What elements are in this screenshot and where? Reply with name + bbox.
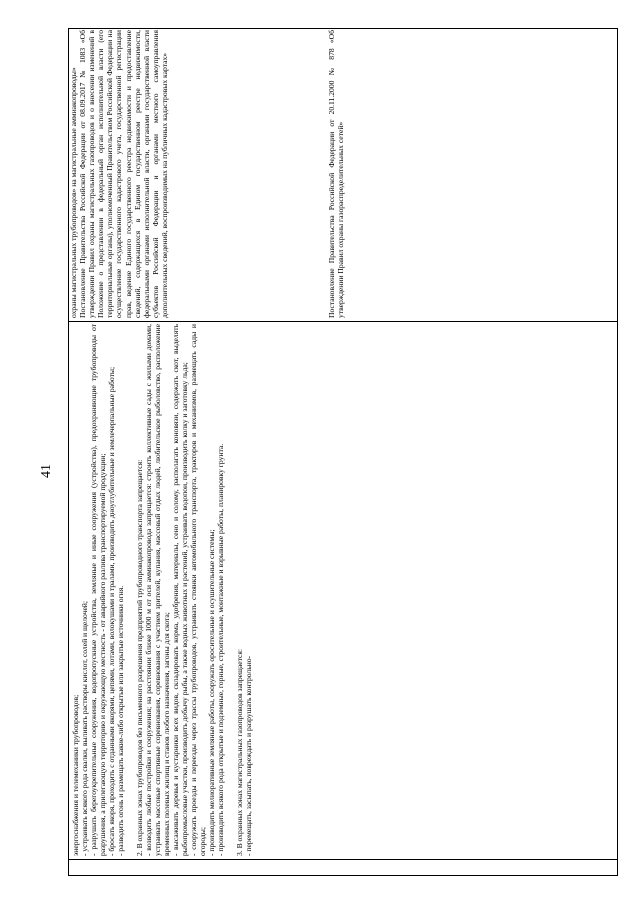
restrictions-paragraphs [71,321,253,859]
regulation-table [68,28,618,876]
paragraph: - производить всякого рода открытые и подземные, горные, строительные, монтажные и взрывные работы, планировку грунта. [216,443,226,856]
paragraph: 3. В охранных зонах магистральных газопроводов запрещается: [234,649,244,856]
paragraph: Постановление Правительства Российской Федерации от 20.11.2000 № 878 «Об утверждении Правил охраны газораспределительных сетей» [327,30,346,318]
table-column-legal-basis [69,27,617,321]
page-number: 41 [39,464,54,478]
restrictions-text [71,321,321,859]
table-column-index [69,859,617,875]
table-column-restrictions [69,321,617,859]
legal-basis-paragraphs-bottom [327,27,345,321]
paragraph: - бросать якоря, проходить с отданными якорями, цепями, лотами, волокушами и тралами, производить дноуглубительные и землечерпальные работы; [107,366,117,856]
rotated-table [68,28,618,876]
paragraph: - высаживать деревья и кустарники всех видов, складировать корма, удобрения, материалы, сено и солому, располагать коновязи, содержать скот, выделять рыбопромысловые участки, производить добычу рыбы, а также водных животных и растений, устраивать водопои, производить колку и заготовку льда; [170,324,190,856]
paragraph: - производить мелиоративные земляные работы, сооружать оросительные и осушительные системы; [207,529,217,856]
paragraph: - разводить огонь и размещать какие-либо открытые или закрытые источники огня. [116,585,126,856]
paragraph: охраны магистральных трубопроводов» на магистральные аммиакопроводы» [69,67,78,318]
paragraph: - устраивать всякого рода свалки, выливать растворы кислот, солей и щелочей; [80,601,90,856]
paragraph: - разрушать берегоукрепительные сооружения, водопропускные устройства, земляные и иные сооружения (устройства), предохраняющие трубопроводы от разрушения, а прилегающую территорию и окружающую местность - от аварийного разлива транспортируемой продукции; [89,324,108,856]
legal-basis-paragraphs [69,27,169,321]
legal-basis-top [69,27,307,321]
paragraph: Постановление Правительства Российской Федерации от 08.09.2017 № 1083 «Об утверждении Правил охраны магистральных газопроводов и о внесении изменений в Положение о представлении в федеральный орган исполнительной власти (его территориальные органы), уполномоченный Правительством Российской Федерации на осуществление государственного кадастрового учета, государственной регистрации прав, ведение Единого государственного реестра недвижимости и предоставление сведений, содержащихся в Едином государственном реестре недвижимости, федеральными органами исполнительной власти, органами государственной власти субъектов Российской Федерации и органами местного самоуправления дополнительных сведений, воспроизводимых на публичных кадастровых картах» [78,30,169,318]
paragraph: 2. В охранных зонах трубопроводов без письменного разрешения предприятий трубопроводного транспорта запрещается: [134,459,144,856]
paragraph: - возводить любые постройки и сооружения; на расстоянии ближе 1000 м от оси аммиакопровода запрещается: строить коллективные сады с жилыми домами, устраивать массовые спортивные соревнования, соревнования с участием зрителей, купания, массовый отдых людей, любительское рыболовство, расположение временных полевых жилищ и станов любого назначения, загоны для скота; [143,324,171,856]
paragraph: - перемещать, засыпать, повреждать и разрушать контрольно- [243,655,253,856]
paragraph: энергоснабжения и телемеханики трубопроводов; [71,694,80,856]
legal-basis-bottom [327,27,565,321]
paragraph: - сооружать проезды и переезды через трассы трубопроводов, устраивать стоянки автомобильного транспорта, тракторов и механизмов, размещать сады и огороды; [189,324,208,856]
